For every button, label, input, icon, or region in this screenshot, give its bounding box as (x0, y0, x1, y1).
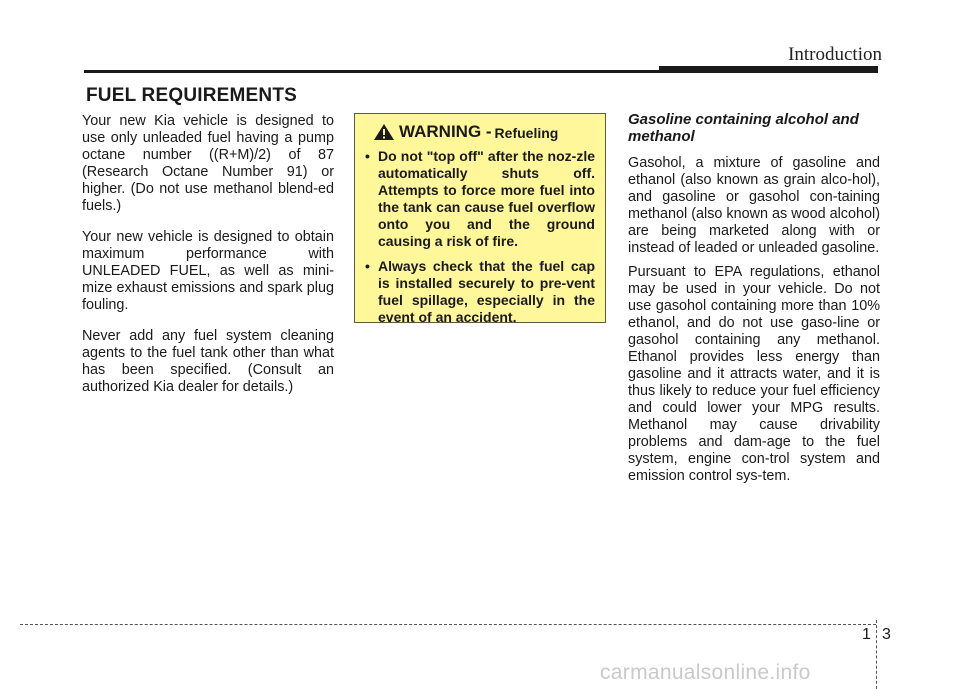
paragraph: Never add any fuel system cleaning agents to the fuel tank other than what has been specified. (Consult an authorized Kia dealer for details.) (82, 328, 334, 395)
warning-subject: Refueling (494, 125, 559, 141)
warning-label: WARNING - (399, 122, 492, 141)
subsection-title: Gasoline containing alcohol and methanol (628, 111, 859, 145)
left-column (82, 113, 334, 410)
page-header-title: Introduction (788, 44, 882, 65)
bullet-icon: • (365, 258, 370, 274)
chapter-number: 1 (862, 626, 871, 643)
paragraph: Gasohol, a mixture of gasoline and ethanol (also known as grain alco-hol), and gasoline or gasohol con-taining methanol (also known as wood alcohol) are being marketed along with or instead of leaded or unleaded gasoline. (628, 155, 880, 256)
warning-item (365, 148, 595, 250)
paragraph: Your new vehicle is designed to obtain maximum performance with UNLEADED FUEL, as well as mini-mize exhaust emissions and spark plug fouling. (82, 229, 334, 313)
footer-vertical-divider (876, 620, 877, 689)
header-rule (84, 70, 659, 73)
warning-header (373, 122, 595, 142)
paragraph: Your new Kia vehicle is designed to use only unleaded fuel having a pump octane number ((R+M)/2) of 87 (Research Octane Number 91) or higher. (Do not use methanol blend-ed fuels.) (82, 113, 334, 214)
warning-item-text: Do not "top off" after the noz-zle automatically shuts off. Attempts to force more fuel into the tank can cause fuel overflow onto you and the ground causing a risk of fire. (378, 148, 595, 249)
header-bar (659, 66, 878, 73)
footer-divider (20, 624, 876, 625)
page-number: 3 (882, 626, 891, 643)
warning-item-text: Always check that the fuel cap is installed securely to pre-vent fuel spillage, especially in the event of an accident. (378, 258, 595, 325)
section-title: FUEL REQUIREMENTS (86, 85, 298, 106)
warning-item (365, 258, 595, 326)
warning-triangle-icon (373, 123, 395, 141)
warning-list (365, 148, 595, 326)
bullet-icon: • (365, 148, 370, 164)
watermark: carmanualsonline.info (600, 661, 811, 684)
warning-box (354, 113, 606, 323)
right-column (628, 111, 880, 492)
paragraph: Pursuant to EPA regulations, ethanol may be used in your vehicle. Do not use gasohol containing more than 10% ethanol, and do not use gaso-line or gasohol containing any methanol. Ethanol provides less energy than gasoline and it attracts water, and it is thus likely to reduce your fuel efficiency and could lower your MPG results. Methanol may cause drivability problems and dam-age to the fuel system, engine con-trol system and emission control sys-tem. (628, 264, 880, 484)
